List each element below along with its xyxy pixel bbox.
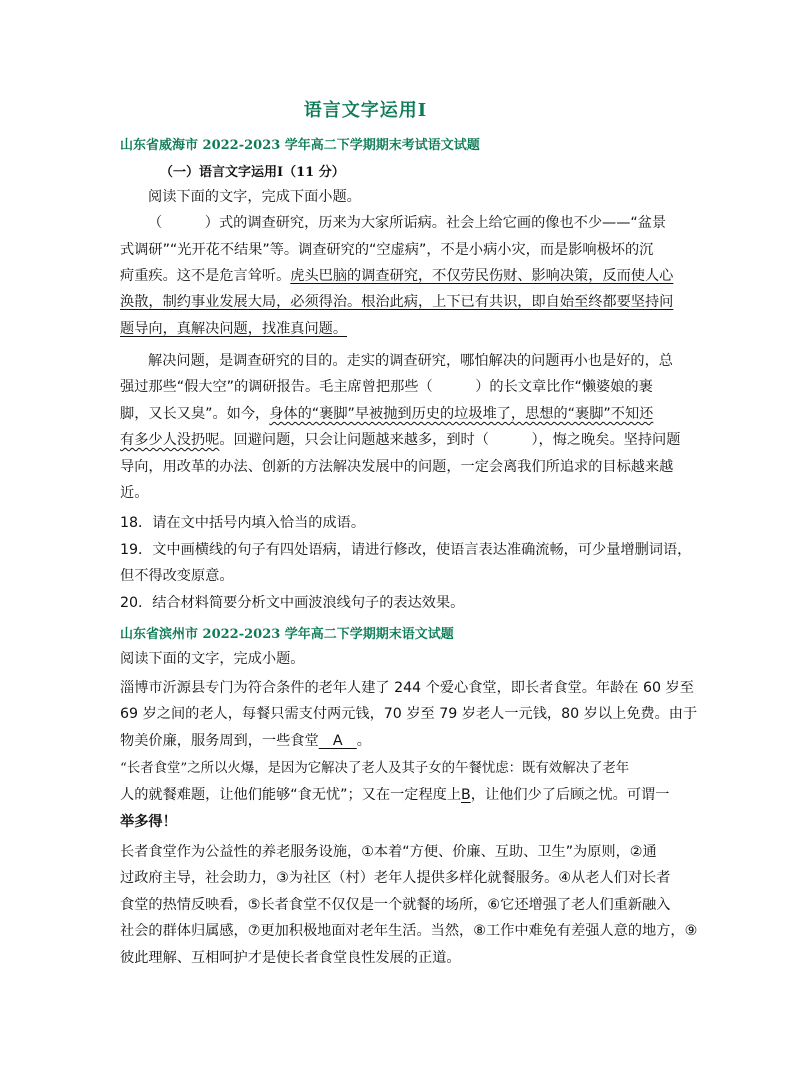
passage-line: 食堂的热情反映看，⑤长者食堂不仅仅是一个就餐的场所，⑥它还增强了老人们重新融入 [120, 897, 671, 913]
underlined-sentence: 涣散，制约事业发展大局，必须得治。根治此病，上下已有共识，即自始至终都要坚持问 [120, 294, 674, 310]
passage-line: 式调研”“光开花不结果”等。调查研究的“空虚病”，不是小病小灾，而是影响极坏的沉 [120, 242, 654, 258]
passage-line: 解决问题，是调查研究的目的。走实的调查研究，哪怕解决的问题再小也是好的，总 [148, 353, 673, 369]
passage-line: 物美价廉，服务周到，一些食堂 A 。 [120, 733, 371, 749]
underlined-sentence: 虎头巴脑的调查研究，不仅劳民伤财、影响决策，反而使人心 [290, 268, 674, 284]
question-19: 19．文中画横线的句子有四处语病，请进行修改，使语言表达准确流畅，可少量增删词语， [120, 542, 692, 558]
passage-line: 彼此理解、互相呵护才是使长者食堂良性发展的正道。 [120, 950, 461, 966]
passage-line: 淄博市沂源县专门为符合条件的老年人建了 244 个爱心食堂，即长者食堂。年龄在 60 岁至 [120, 680, 694, 696]
wavy-underlined-sentence: 有多少人没扔呢 [120, 432, 220, 448]
passage-line: “长者食堂”之所以火爆，是因为它解决了老人及其子女的午餐忧虑：既有效解决了老年 [120, 761, 630, 776]
page-title: 语言文字运用Ⅰ [303, 100, 428, 121]
passage-line: 有多少人没扔呢。回避问题，只会让问题越来越多，到时（ ），悔之晚矣。坚持问题 [120, 432, 681, 448]
passage-line: 脚，又长又臭”。如今，身体的“裹脚”早被抛到历史的垃圾堆了，思想的“裹脚”不知还 [120, 406, 654, 422]
passage-line: 举多得！ [120, 814, 177, 830]
question-source-binzhou: 山东省滨州市 2022-2023 学年高二下学期期末语文试题 [120, 627, 454, 642]
section-heading: （一）语言文字运用Ⅰ（11 分） [160, 165, 345, 180]
question-19-continued: 但不得改变原意。 [120, 568, 234, 584]
underlined-sentence: 题导向，真解决问题，找准真问题。 [120, 321, 348, 337]
reading-instruction: 阅读下面的文字，完成小题。 [120, 651, 305, 667]
blank-a: A [318, 733, 357, 749]
passage-line: 人的就餐难题，让他们能够“食无忧”；又在一定程度上B，让他们少了后顾之忧。可谓一 [120, 787, 670, 803]
reading-instruction: 阅读下面的文字，完成下面小题。 [148, 189, 361, 205]
wavy-underlined-sentence: 身体的“裹脚”早被抛到历史的垃圾堆了，思想的“裹脚”不知还 [269, 406, 654, 422]
passage-line: （ ）式的调查研究，历来为大家所诟病。社会上给它画的像也不少——“盆景 [148, 215, 667, 231]
passage-line: 长者食堂作为公益性的养老服务设施，①本着“方便、价廉、互助、卫生”为原则，②通 [120, 844, 657, 860]
passage-line: 过政府主导，社会助力，③为社区（村）老年人提供多样化就餐服务。④从老人们对长者 [120, 870, 671, 886]
passage-line: 社会的群体归属感，⑦更加积极地面对老年生活。当然，⑧工作中难免有差强人意的地方，⑨ [120, 923, 698, 939]
blank-b: B [461, 787, 471, 803]
passage-line: 疴重疾。这不是危言耸听。虎头巴脑的调查研究，不仅劳民伤财、影响决策，反而使人心 [120, 268, 674, 284]
passage-line: 导向，用改革的办法、创新的方法解决发展中的问题，一定会离我们所追求的目标越来越 [120, 459, 674, 475]
passage-line: 近。 [120, 485, 149, 501]
question-source-weihai: 山东省威海市 2022-2023 学年高二下学期期末考试语文试题 [120, 138, 480, 153]
question-20: 20．结合材料简要分析文中画波浪线句子的表达效果。 [120, 595, 465, 611]
question-18: 18．请在文中括号内填入恰当的成语。 [120, 515, 366, 531]
passage-line: 强过那些“假大空”的调研报告。毛主席曾把那些（ ）的长文章比作“懒婆娘的裹 [120, 379, 653, 395]
passage-line: 69 岁之间的老人，每餐只需支付两元钱，70 岁至 79 岁老人一元钱，80 岁以上免费。由于 [120, 706, 698, 722]
